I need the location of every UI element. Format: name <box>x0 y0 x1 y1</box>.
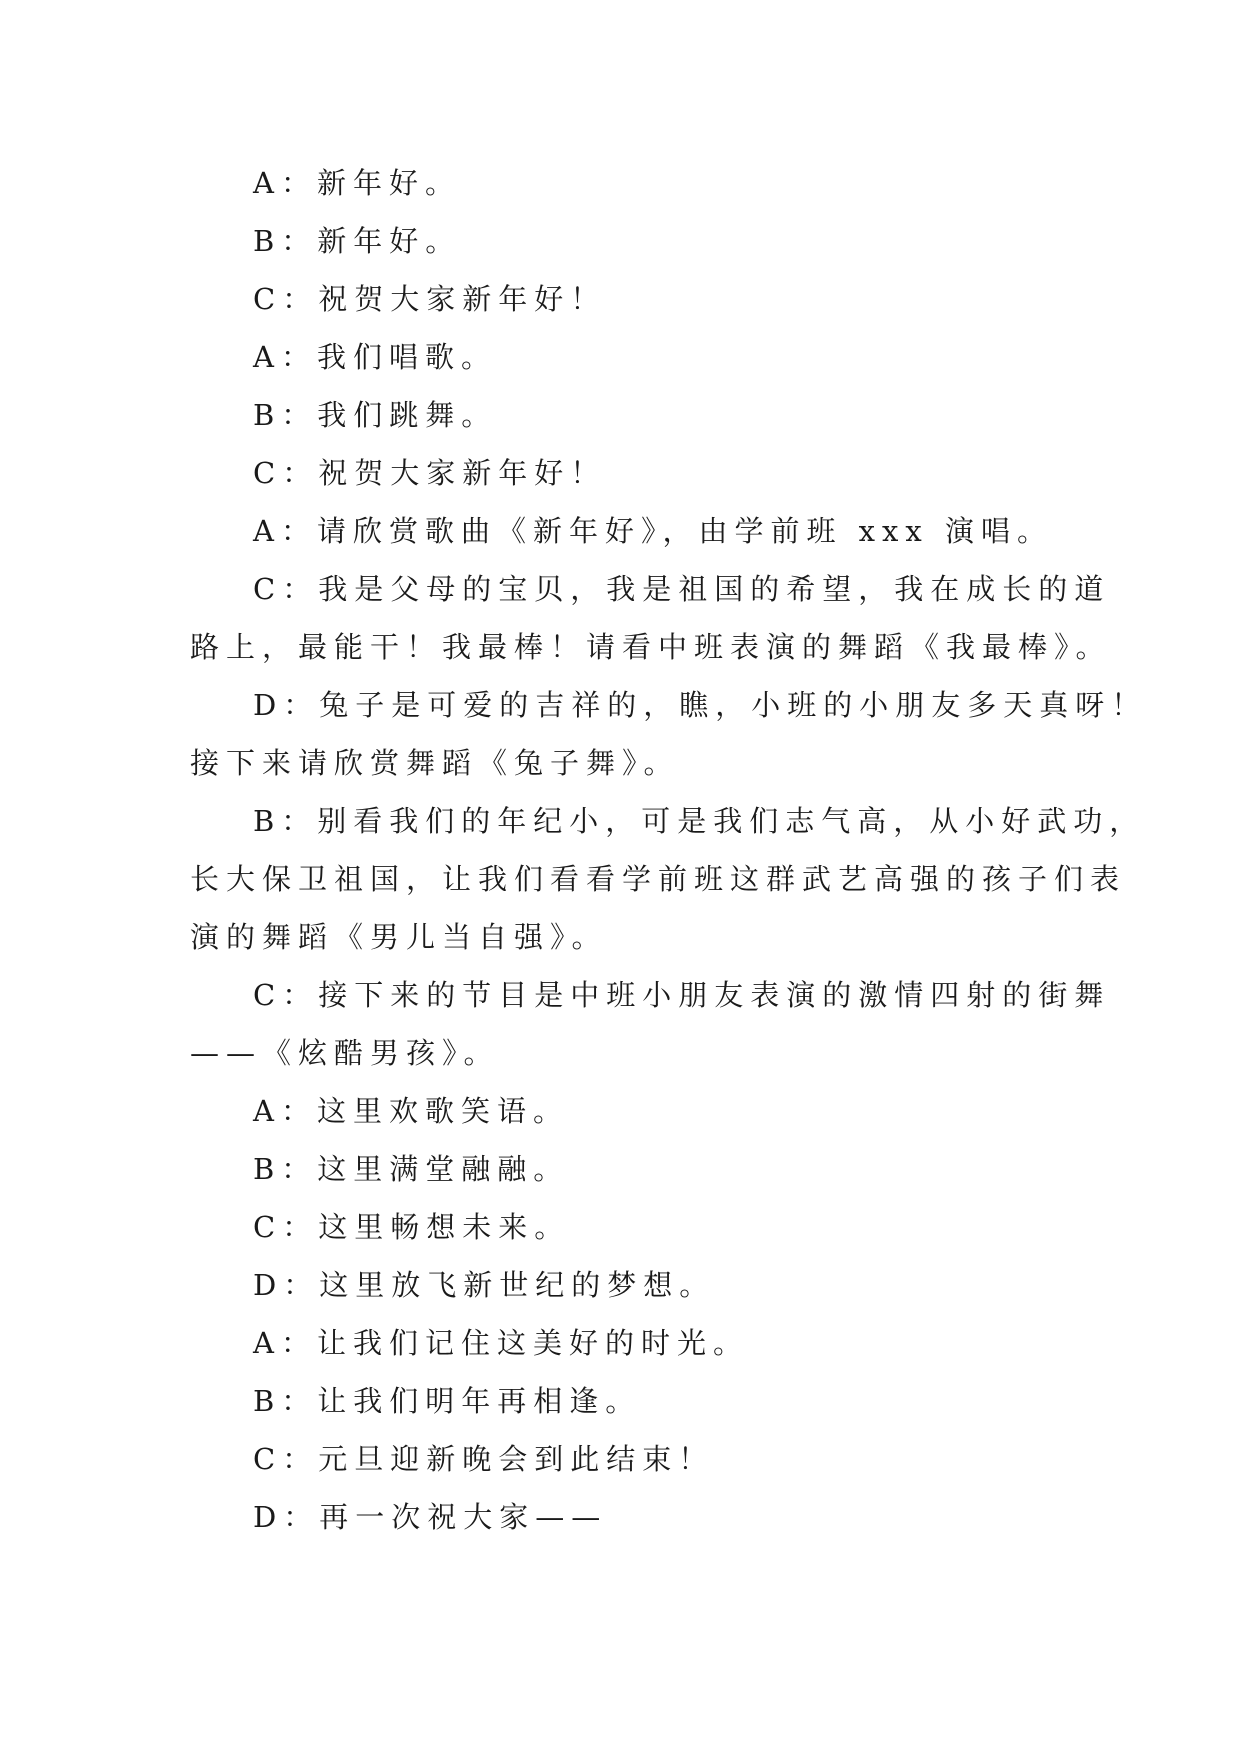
dialogue-line: B：我们跳舞。 <box>253 398 498 432</box>
dialogue-line-continuation: ——《炫酷男孩》。 <box>190 1036 500 1070</box>
dialogue-line: D：再一次祝大家—— <box>253 1500 608 1534</box>
dialogue-line: C：这里畅想未来。 <box>253 1210 571 1244</box>
document-body <box>190 154 1148 1546</box>
dialogue-line-continuation: 演的舞蹈《男儿当自强》。 <box>190 920 608 954</box>
dialogue-line: A：这里欢歌笑语。 <box>253 1094 569 1128</box>
dialogue-line-continuation: 长大保卫祖国，让我们看看学前班这群武艺高强的孩子们表 <box>190 862 1127 896</box>
dialogue-line: C：我是父母的宝贝，我是祖国的希望，我在成长的道 <box>253 572 1111 606</box>
dialogue-line-continuation: 路上，最能干！我最棒！请看中班表演的舞蹈《我最棒》。 <box>190 630 1112 664</box>
dialogue-line: B：让我们明年再相逢。 <box>253 1384 642 1418</box>
dialogue-line-continuation: 接下来请欣赏舞蹈《兔子舞》。 <box>190 746 680 780</box>
dialogue-line: A：我们唱歌。 <box>253 340 497 374</box>
dialogue-line: B：别看我们的年纪小，可是我们志气高，从小好武功， <box>253 804 1146 838</box>
dialogue-line: C：接下来的节目是中班小朋友表演的激情四射的街舞 <box>253 978 1111 1012</box>
dialogue-line: C：祝贺大家新年好！ <box>253 456 607 490</box>
dialogue-line: D：兔子是可爱的吉祥的，瞧，小班的小朋友多天真呀！ <box>253 688 1148 722</box>
dialogue-line: C：元旦迎新晚会到此结束！ <box>253 1442 715 1476</box>
dialogue-line: C：祝贺大家新年好！ <box>253 282 607 316</box>
dialogue-line: D：这里放飞新世纪的梦想。 <box>253 1268 716 1302</box>
dialogue-line: A：新年好。 <box>253 166 461 200</box>
dialogue-line: B：新年好。 <box>253 224 462 258</box>
dialogue-line: B：这里满堂融融。 <box>253 1152 570 1186</box>
dialogue-line: A：让我们记住这美好的时光。 <box>253 1326 749 1360</box>
dialogue-line: A：请欣赏歌曲《新年好》，由学前班 xxx 演唱。 <box>253 514 1053 548</box>
